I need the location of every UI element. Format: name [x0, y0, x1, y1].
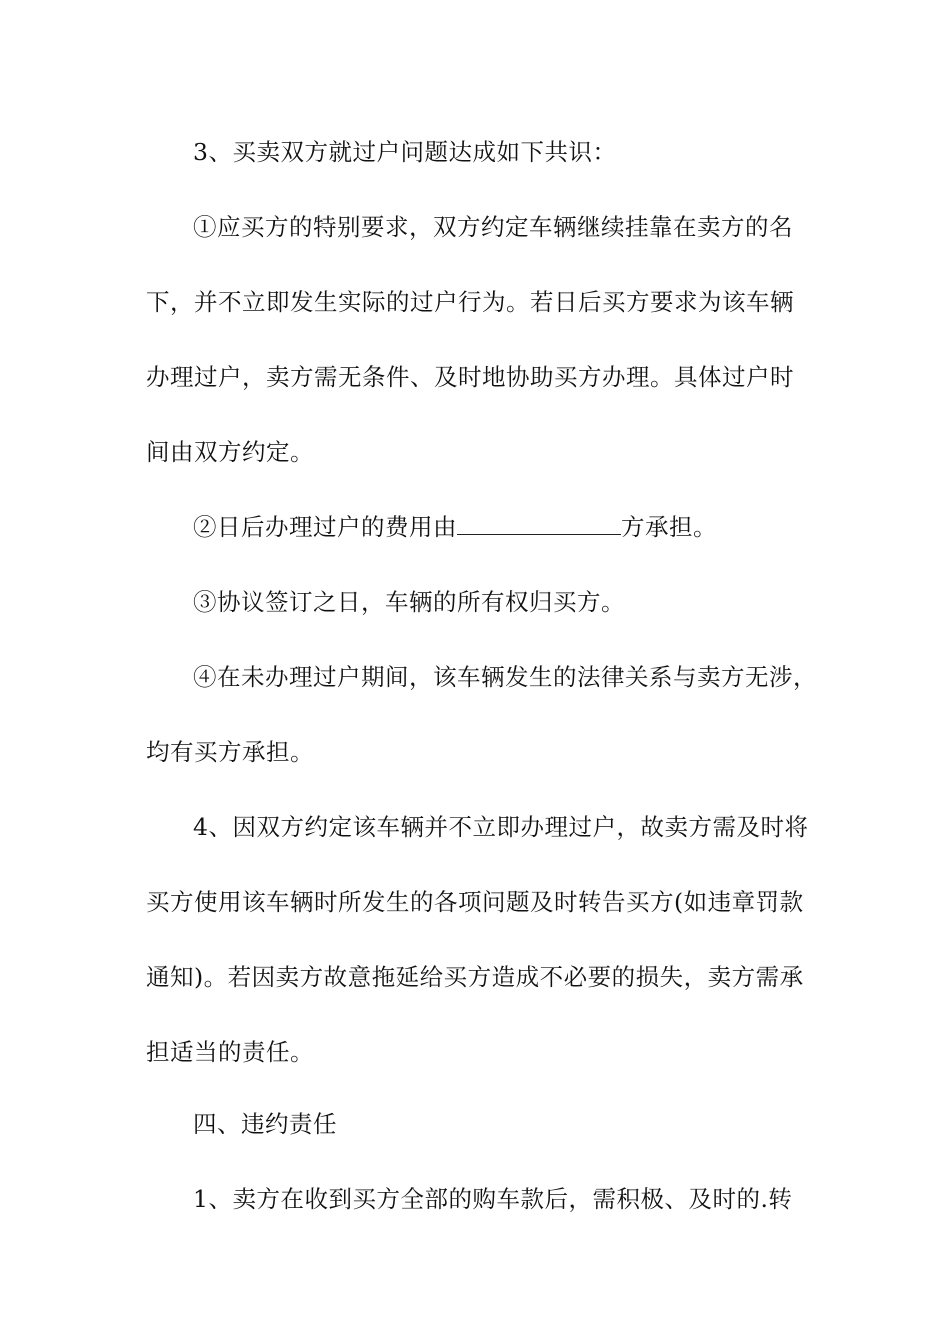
- text-line: 1、卖方在收到买方全部的购车款后，需积极、及时的.转: [193, 1185, 793, 1213]
- text-line: 买方使用该车辆时所发生的各项问题及时转告买方(如违章罚款: [146, 888, 804, 916]
- fill-in-blank[interactable]: [457, 514, 621, 535]
- text-line: 3、买卖双方就过户问题达成如下共识：: [193, 138, 617, 166]
- text-line-with-blank: [193, 511, 717, 543]
- text-line: 通知)。若因卖方故意拖延给买方造成不必要的损失，卖方需承: [146, 963, 804, 991]
- text-line: ③协议签订之日，车辆的所有权归买方。: [193, 588, 625, 616]
- section-heading: 四、违约责任: [193, 1110, 337, 1138]
- text-line: 间由双方约定。: [146, 438, 314, 466]
- text-line: 下，并不立即发生实际的过户行为。若日后买方要求为该车辆: [146, 288, 794, 316]
- text-line: 办理过户，卖方需无条件、及时地协助买方办理。具体过户时: [146, 363, 794, 391]
- text-line: 担适当的责任。: [146, 1038, 314, 1066]
- text-line: 4、因双方约定该车辆并不立即办理过户，故卖方需及时将: [193, 813, 809, 841]
- text-line: ①应买方的特别要求，双方约定车辆继续挂靠在卖方的名: [193, 213, 793, 241]
- text-segment: 方承担。: [621, 513, 717, 541]
- text-segment: ②日后办理过户的费用由: [193, 513, 457, 541]
- text-line: 均有买方承担。: [146, 738, 314, 766]
- text-line: ④在未办理过户期间，该车辆发生的法律关系与卖方无涉，: [193, 663, 817, 691]
